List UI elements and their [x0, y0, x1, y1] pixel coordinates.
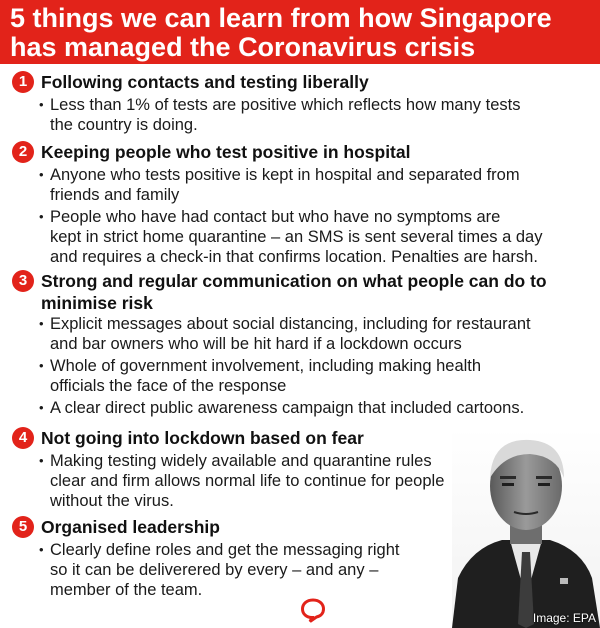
section-1-number-badge: 1 — [12, 71, 34, 93]
bullet-dot: • — [39, 542, 44, 557]
section-1-bullet-1: • Less than 1% of tests are positive which reflects how many tests the country is doing. — [39, 96, 521, 134]
leader-photo — [452, 428, 600, 628]
bullet-dot: • — [39, 167, 44, 182]
section-5-heading: Organised leadership — [41, 517, 220, 537]
section-1-heading: Following contacts and testing liberally — [41, 72, 369, 92]
section-3-bullet-1: • Explicit messages about social distancing, including for restaurant and bar owners who will be hit hard if a lockdown occurs — [39, 315, 531, 353]
leader-portrait-image — [452, 428, 600, 628]
section-3-bullet-3: • A clear direct public awareness campaign that included cartoons. — [39, 399, 525, 417]
bullet-dot: • — [39, 97, 44, 112]
bullet-dot: • — [39, 209, 44, 224]
section-3-heading: Strong and regular communication on what people can do to minimise risk — [41, 271, 547, 313]
section-2-bullet-1: • Anyone who tests positive is kept in hospital and separated from friends and family — [39, 166, 520, 204]
section-3-bullet-2: • Whole of government involvement, including making health officials the face of the response — [39, 357, 482, 395]
title-banner — [0, 0, 600, 64]
section-5-bullet-1: • Clearly define roles and get the messaging right so it can be deliverered by every – and any – member of the team. — [39, 541, 400, 599]
section-2-number-badge: 2 — [12, 141, 34, 163]
section-2-bullet-2: • People who have had contact but who have no symptoms are kept in strict home quarantine – an SMS is sent several times a day and requires a check-in that confirms location. Penalties are harsh. — [39, 208, 543, 266]
section-3-number-badge: 3 — [12, 270, 34, 292]
speech-bubble-logo-icon — [300, 597, 326, 623]
photo-credit: Image: EPA — [532, 611, 596, 625]
section-5-number-badge: 5 — [12, 516, 34, 538]
section-4-heading: Not going into lockdown based on fear — [41, 428, 364, 448]
bullet-dot: • — [39, 453, 44, 468]
page-title-line-2: has managed the Coronavirus crisis — [10, 32, 476, 62]
bullet-dot: • — [39, 400, 44, 415]
logo-glyph — [300, 597, 326, 623]
section-2-heading: Keeping people who test positive in hospital — [41, 142, 411, 162]
section-4-number-badge: 4 — [12, 427, 34, 449]
page-title-line-1: 5 things we can learn from how Singapore — [10, 3, 552, 33]
section-4-bullet-1: • Making testing widely available and quarantine rules clear and firm allows normal life to continue for people without the virus. — [39, 452, 445, 510]
bullet-dot: • — [39, 316, 44, 331]
bullet-dot: • — [39, 358, 44, 373]
